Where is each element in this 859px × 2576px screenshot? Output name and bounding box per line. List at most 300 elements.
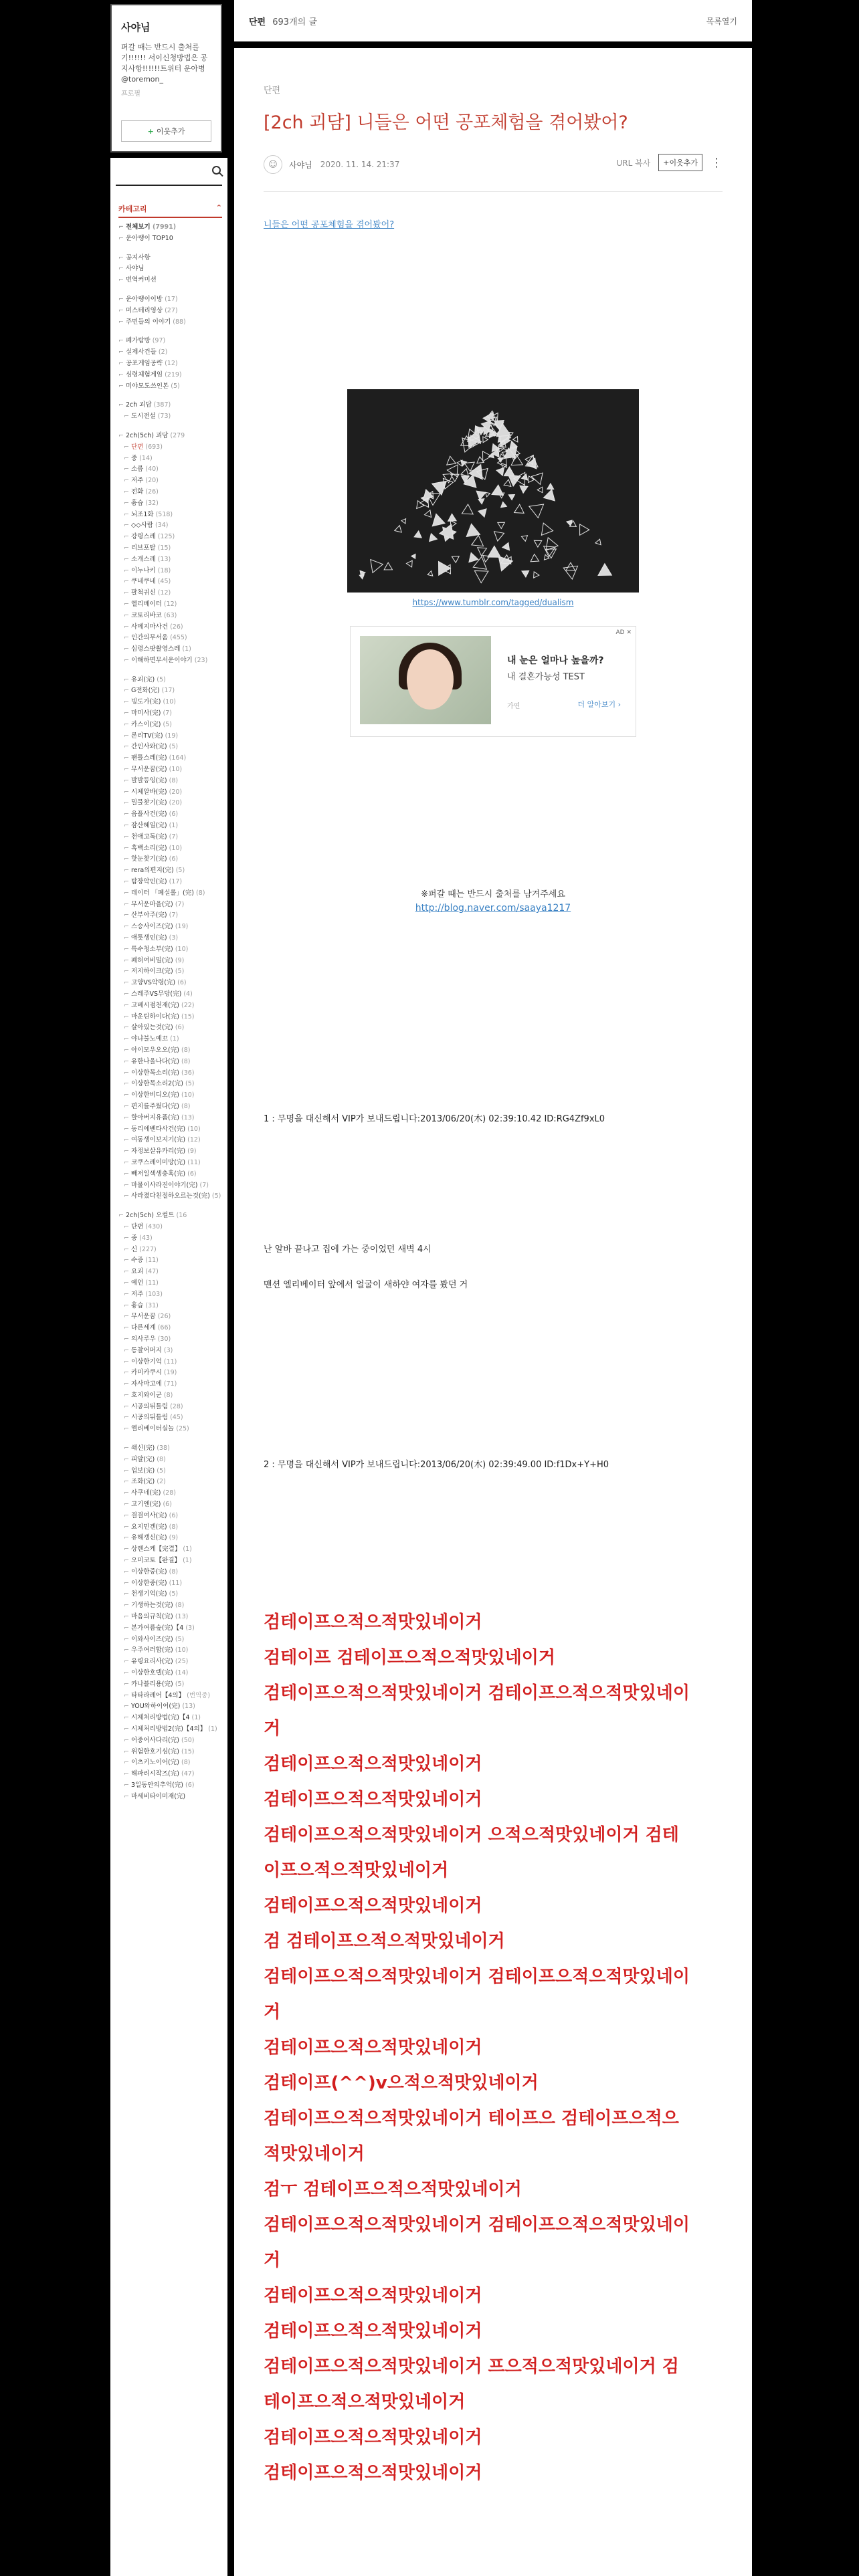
sidebar-category-item[interactable] <box>118 381 223 393</box>
sidebar-category-item[interactable] <box>118 1222 223 1233</box>
sidebar-category-label: 사야님 <box>125 265 145 273</box>
sidebar-category-item[interactable] <box>118 966 223 978</box>
red-text-line: 검테이프으적으적맛있네이거 <box>264 1612 482 1632</box>
tree-branch-icon: ⌐ <box>124 833 129 841</box>
sidebar-category-item[interactable] <box>118 1379 223 1390</box>
sidebar-category-item[interactable] <box>118 588 223 599</box>
add-neighbor-label: 이웃추가 <box>156 127 185 136</box>
sidebar-category-label: 코토리바코 <box>130 611 162 619</box>
sidebar-category-label: 이상한중(完) <box>130 1579 167 1587</box>
sidebar-category-label: 위험한호기심(完) <box>130 1747 179 1755</box>
sidebar-category-label: 심령체험게임 <box>125 370 163 379</box>
sidebar-category-item[interactable] <box>118 1499 223 1511</box>
tree-branch-icon: ⌐ <box>124 1703 129 1711</box>
red-text-line: 검테이프으적으적맛있네이거 테이프으 검테이프으적으 <box>264 2109 679 2129</box>
sidebar-category-item[interactable] <box>118 464 223 475</box>
tree-branch-icon: ⌐ <box>124 1501 129 1509</box>
sidebar-category-count: (63) <box>163 611 177 619</box>
triangle-shape <box>546 538 558 550</box>
post-category[interactable]: 단편 <box>264 86 281 96</box>
triangle-shape <box>406 560 412 567</box>
sidebar-category-count: (1) <box>182 645 191 653</box>
sidebar-category-label: 신 <box>130 1245 138 1253</box>
tree-branch-icon: ⌐ <box>124 1035 129 1043</box>
sidebar-category-label: 이상한목소리2(完) <box>130 1080 183 1088</box>
tree-branch-icon: ⌐ <box>124 1557 129 1565</box>
sidebar-category-label: 팔척귀신 <box>130 589 156 597</box>
sidebar-category-item[interactable] <box>118 854 223 865</box>
avatar[interactable]: ☺ <box>264 155 282 174</box>
triangle-art-image <box>347 389 639 593</box>
tree-branch-icon: ⌐ <box>124 1268 129 1276</box>
sidebar-category-item[interactable] <box>118 1412 223 1424</box>
sidebar-category-item[interactable] <box>118 1511 223 1522</box>
sidebar-category-item[interactable] <box>118 1555 223 1567</box>
sidebar-category-count: (103) <box>145 1290 163 1298</box>
sidebar-category-item[interactable] <box>118 611 223 622</box>
image-caption[interactable]: https://www.tumblr.com/tagged/dualism <box>412 598 574 607</box>
sidebar-category-label: 밀물찾기(完) <box>130 799 167 807</box>
tree-branch-icon: ⌐ <box>124 990 129 998</box>
sidebar-category-item[interactable] <box>118 1701 223 1713</box>
ad-badge[interactable]: AD ✕ <box>615 629 632 636</box>
sidebar-category-item[interactable] <box>118 1488 223 1499</box>
sidebar-category-count: (10) <box>169 844 183 852</box>
sidebar-category-item[interactable] <box>118 1600 223 1612</box>
sidebar-category-item[interactable] <box>118 720 223 731</box>
sidebar-category-item[interactable] <box>118 787 223 798</box>
sidebar-category-item[interactable] <box>118 633 223 644</box>
tree-branch-icon: ⌐ <box>124 1335 129 1343</box>
sidebar-category-item[interactable] <box>118 1713 223 1724</box>
tree-branch-icon: ⌐ <box>124 945 129 953</box>
sidebar-category-item[interactable] <box>118 708 223 720</box>
sidebar-category-item[interactable] <box>118 1191 223 1202</box>
sidebar-category-item[interactable] <box>118 1289 223 1301</box>
sidebar-category-item[interactable] <box>118 1466 223 1477</box>
sidebar-category-item[interactable] <box>118 622 223 633</box>
ad-headline: 내 눈은 얼마나 높을까? <box>507 655 604 666</box>
tree-branch-icon: ⌐ <box>124 1478 129 1486</box>
sidebar-category-item[interactable] <box>118 655 223 667</box>
url-copy-button[interactable]: URL 복사 <box>616 158 651 168</box>
sidebar-category-count: (8) <box>169 1568 179 1576</box>
sidebar-category-item[interactable] <box>118 1233 223 1245</box>
divider <box>264 191 723 192</box>
tree-branch-icon: ⌐ <box>124 855 129 863</box>
sidebar-category-label: 이상한중(完) <box>130 1568 167 1576</box>
sidebar-category-label: 애틋생인(完) <box>130 934 167 942</box>
triangle-shape <box>531 554 539 562</box>
sidebar-category-item[interactable] <box>118 1757 223 1769</box>
tree-branch-icon: ⌐ <box>124 1170 129 1178</box>
sidebar-category-label: rera의편지(完) <box>130 867 174 875</box>
sidebar-category-item[interactable] <box>118 1323 223 1334</box>
sidebar-category-label: 단편 <box>130 1222 144 1230</box>
red-text-line: 검테이프으적으적맛있네이거 <box>264 2321 482 2341</box>
sidebar-category-label: 마미사(完) <box>130 710 161 718</box>
sidebar-category-item[interactable] <box>118 742 223 753</box>
sidebar-category-item[interactable] <box>118 222 223 233</box>
sidebar-category-item[interactable] <box>118 1424 223 1435</box>
sidebar-category-item[interactable] <box>118 865 223 877</box>
sidebar-category-label: 엘리베이터실놀 <box>130 1425 175 1433</box>
sidebar-category-count: (20) <box>169 788 183 796</box>
red-text-line: 검테이프으적으적맛있네이거 검테이프으적으적맛있네이 <box>264 2215 690 2235</box>
sidebar-category-count: (11) <box>163 1358 177 1366</box>
tree-branch-icon: ⌐ <box>118 431 124 439</box>
tree-branch-icon: ⌐ <box>118 306 124 314</box>
sidebar-category-item[interactable] <box>118 1589 223 1600</box>
sidebar-category-item[interactable] <box>118 809 223 821</box>
sidebar-category-label: 뇌조1화 <box>130 510 154 518</box>
sidebar-category-item[interactable] <box>118 566 223 577</box>
sidebar-category-item[interactable] <box>118 1443 223 1455</box>
sidebar-category-count: (71) <box>163 1380 177 1388</box>
sidebar-category-item[interactable] <box>118 697 223 708</box>
sidebar-category-count: (47) <box>181 1770 195 1778</box>
sidebar-category-item[interactable] <box>118 336 223 347</box>
sidebar-category-item[interactable] <box>118 1090 223 1101</box>
sidebar-category-item[interactable] <box>118 358 223 370</box>
ad-banner[interactable] <box>350 626 636 737</box>
sidebar-category-item[interactable] <box>118 1000 223 1012</box>
sidebar-category-count: (17) <box>165 295 178 303</box>
sidebar-category-label: 자사마고에 <box>130 1380 162 1388</box>
sidebar-category-item[interactable] <box>118 487 223 498</box>
sidebar-category-item[interactable] <box>118 1780 223 1792</box>
tree-branch-icon: ⌐ <box>124 766 129 774</box>
sidebar-category-item[interactable] <box>118 543 223 554</box>
red-text-line: 거 <box>264 1719 281 1739</box>
sidebar-category-item[interactable] <box>118 764 223 776</box>
sidebar-category-count: (518) <box>155 510 173 518</box>
sidebar-category-count: (7991) <box>153 223 177 231</box>
sidebar-category-item[interactable] <box>118 1101 223 1113</box>
sidebar-category-item[interactable] <box>118 798 223 809</box>
red-text-line: 검테이프으적으적맛있네이거 으적으적맛있네이거 검테 <box>264 1825 679 1845</box>
sidebar-category-item[interactable] <box>118 498 223 510</box>
sidebar-category-item[interactable] <box>118 1792 223 1803</box>
sidebar-category-item[interactable] <box>118 294 223 306</box>
tree-branch-icon: ⌐ <box>124 645 129 653</box>
sidebar-category-count: (9) <box>169 1534 179 1542</box>
sidebar-category-item[interactable] <box>118 1679 223 1691</box>
sidebar-category-item[interactable] <box>118 1146 223 1158</box>
sidebar-category-item[interactable] <box>118 1169 223 1180</box>
sidebar-category-count: (387) <box>153 401 171 409</box>
sidebar-category-count: (5) <box>163 720 172 728</box>
tree-branch-icon: ⌐ <box>124 1113 129 1121</box>
tree-branch-icon: ⌐ <box>124 1324 129 1332</box>
sidebar-category-item[interactable] <box>118 253 223 264</box>
tree-branch-icon: ⌐ <box>118 223 124 231</box>
triangle-shape <box>430 534 438 542</box>
red-text-line: 검ㅜ 검테이프으적으적맛있네이거 <box>264 2179 522 2199</box>
tree-branch-icon: ⌐ <box>124 923 129 931</box>
sidebar-category-label: 핫눈찾기(完) <box>130 855 167 863</box>
sidebar-category-item[interactable] <box>118 1210 223 1222</box>
triangle-shape <box>563 566 577 579</box>
post-actions <box>616 154 723 171</box>
sidebar-category-count: (6) <box>175 1024 185 1032</box>
sidebar-category-item[interactable] <box>118 910 223 922</box>
sidebar-category-item[interactable] <box>118 956 223 967</box>
sidebar-category-item[interactable] <box>118 989 223 1000</box>
sidebar-category-count: (10) <box>169 766 183 774</box>
sidebar-category-item[interactable] <box>118 1334 223 1346</box>
tree-branch-icon: ⌐ <box>124 1691 129 1699</box>
profile-more-link[interactable]: 프로필 <box>121 90 140 98</box>
tree-branch-icon: ⌐ <box>124 1301 129 1309</box>
sidebar-category-item[interactable] <box>118 1769 223 1780</box>
sidebar-category-item[interactable] <box>118 843 223 855</box>
sidebar-category-item[interactable] <box>118 411 223 423</box>
left-column <box>0 0 229 2576</box>
sidebar-category-item[interactable] <box>118 1623 223 1634</box>
sidebar-category-count: (9) <box>187 1148 197 1156</box>
sidebar-category-item[interactable] <box>118 675 223 686</box>
sidebar-category-count: (6) <box>169 811 179 819</box>
sidebar-category-count: (7) <box>163 710 172 718</box>
sidebar-category-item[interactable] <box>118 922 223 933</box>
sidebar-category-label: 예언 <box>130 1279 144 1287</box>
sidebar-category-count: (8) <box>181 1102 191 1110</box>
sidebar-category-item[interactable] <box>118 1368 223 1379</box>
sidebar-category-item[interactable] <box>118 888 223 899</box>
sidebar-category-item[interactable] <box>118 1124 223 1136</box>
tree-branch-icon: ⌐ <box>124 623 129 631</box>
sidebar-category-item[interactable] <box>118 1045 223 1057</box>
sidebar-category-label: 리브포탈 <box>130 544 156 552</box>
sidebar-category-count: (32) <box>145 499 159 507</box>
current-category[interactable]: 단편 <box>249 17 266 27</box>
ad-more-link[interactable]: 더 알아보기 › <box>577 700 621 709</box>
sidebar-category-item[interactable] <box>118 1023 223 1034</box>
plus-icon: + <box>147 126 154 136</box>
sidebar-category-item[interactable] <box>118 1311 223 1323</box>
sidebar-category-item[interactable] <box>118 532 223 543</box>
triangle-shape <box>427 571 433 576</box>
tree-branch-icon: ⌐ <box>118 382 124 390</box>
sidebar-category-item[interactable] <box>118 1180 223 1192</box>
sidebar-category-item[interactable] <box>118 306 223 317</box>
sidebar-category-count: (23) <box>194 656 208 664</box>
sidebar-category-item[interactable] <box>118 1034 223 1045</box>
tree-branch-icon: ⌐ <box>124 1624 129 1632</box>
triangle-shape <box>466 524 480 536</box>
sidebar-category-item[interactable] <box>118 933 223 944</box>
sidebar-category-label: 여동생이보지기(完) <box>130 1136 186 1144</box>
sidebar-category-label: 상렌스케【完결】 <box>130 1545 181 1553</box>
category-header[interactable] <box>118 203 222 218</box>
sidebar-category-item[interactable] <box>118 1544 223 1555</box>
sidebar-category-count: (3) <box>163 1346 173 1354</box>
sidebar-category-item[interactable] <box>118 877 223 888</box>
triangle-shape <box>478 499 484 504</box>
sidebar-category-item[interactable] <box>118 370 223 381</box>
sidebar-category-item[interactable] <box>118 1691 223 1702</box>
sidebar-category-item[interactable] <box>118 821 223 832</box>
sidebar-category-label: 흉습 <box>130 499 144 507</box>
sidebar-category-item[interactable] <box>118 944 223 956</box>
sidebar-category-item[interactable] <box>118 233 223 245</box>
sidebar-category-item[interactable] <box>118 1135 223 1146</box>
triangle-shape <box>580 524 589 535</box>
sidebar-category-label: 중 <box>130 1234 138 1242</box>
sidebar-category-item[interactable] <box>118 1390 223 1402</box>
tree-branch-icon: ⌐ <box>124 968 129 976</box>
sidebar-category-count: (13) <box>175 1613 189 1621</box>
post-list-bar <box>234 0 752 41</box>
sidebar-category-item[interactable] <box>118 1668 223 1679</box>
sidebar-category-item[interactable] <box>118 1477 223 1488</box>
sidebar-category-item[interactable] <box>118 453 223 465</box>
sidebar-category-item[interactable] <box>118 753 223 764</box>
sidebar-category-item[interactable] <box>118 1255 223 1267</box>
follow-button[interactable]: +이웃추가 <box>658 154 702 171</box>
sidebar-category-label: 유한나올나다(完) <box>130 1057 179 1065</box>
sidebar-category-item[interactable] <box>118 554 223 566</box>
sidebar-category-item[interactable] <box>118 1301 223 1312</box>
post <box>234 48 752 2576</box>
list-open-button[interactable]: 목록열기 <box>706 16 737 26</box>
tree-branch-icon: ⌐ <box>124 1234 129 1242</box>
sidebar-category-label: 호지와이군 <box>130 1391 162 1399</box>
sidebar-category-item[interactable] <box>118 644 223 655</box>
sidebar-category-label: 2ch(5ch) 오컬트 <box>125 1212 175 1220</box>
sidebar-category-item[interactable] <box>118 1578 223 1590</box>
add-neighbor-button[interactable] <box>121 120 211 142</box>
sidebar-category-item[interactable] <box>118 442 223 453</box>
sidebar-category-item[interactable] <box>118 1645 223 1656</box>
sidebar-category-item[interactable] <box>118 1113 223 1124</box>
sidebar-category-label: 데이터 「폐실롤」(完) <box>130 889 194 897</box>
sidebar-category-item[interactable] <box>118 599 223 611</box>
sidebar-category-item[interactable] <box>118 1455 223 1466</box>
sidebar-category-item[interactable] <box>118 1724 223 1735</box>
triangle-shape <box>504 479 511 486</box>
sidebar-category-label: 번역커미션 <box>125 276 157 284</box>
sidebar-category-item[interactable] <box>118 347 223 358</box>
sidebar-category-item[interactable] <box>118 832 223 843</box>
sidebar-category-item[interactable] <box>118 776 223 787</box>
search-icon[interactable] <box>212 166 221 175</box>
sidebar-category-label: 3일동안의추억(完) <box>130 1781 183 1789</box>
tree-branch-icon: ⌐ <box>124 1012 129 1021</box>
triangle-shape <box>520 486 528 493</box>
tree-branch-icon: ⌐ <box>124 1046 129 1054</box>
sidebar-category-item[interactable] <box>118 317 223 328</box>
sidebar-category-item[interactable] <box>118 1346 223 1357</box>
search-bar[interactable] <box>116 158 222 186</box>
sidebar-category-item[interactable] <box>118 1533 223 1544</box>
sidebar-category-item[interactable] <box>118 1634 223 1646</box>
tree-branch-icon: ⌐ <box>124 934 129 942</box>
reference-link[interactable]: 니들은 어떤 공포체험을 겪어봤어? <box>264 220 395 230</box>
sidebar-category-count: (번역중) <box>187 1691 211 1699</box>
author-name[interactable]: 사야님 <box>289 160 312 170</box>
sidebar-category-label: 실제사건들 <box>125 348 157 356</box>
triangle-shape <box>461 469 468 476</box>
sidebar-category-count: (8) <box>169 776 179 784</box>
sidebar-category-item[interactable] <box>118 510 223 521</box>
tree-branch-icon: ⌐ <box>124 1192 129 1200</box>
sidebar-category-item[interactable] <box>118 1735 223 1747</box>
tree-branch-icon: ⌐ <box>124 1001 129 1009</box>
triangle-shape <box>547 484 554 490</box>
sidebar-category-count: (26) <box>157 1313 171 1321</box>
sidebar-category-item[interactable] <box>118 1278 223 1289</box>
sidebar-category-item[interactable] <box>118 1747 223 1758</box>
sidebar-category-count: (26) <box>145 488 159 496</box>
sidebar-category-item[interactable] <box>118 275 223 286</box>
sidebar-category-label: 무서운꿈(完) <box>130 766 167 774</box>
sidebar-category-label: 고기엔(完) <box>130 1501 161 1509</box>
sidebar-category-item[interactable] <box>118 1012 223 1023</box>
sidebar-category-item[interactable] <box>118 1567 223 1578</box>
sidebar-category-item[interactable] <box>118 1057 223 1068</box>
sidebar-category-item[interactable] <box>118 685 223 697</box>
sidebar-category-item[interactable] <box>118 1656 223 1668</box>
sidebar-category-item[interactable] <box>118 1158 223 1169</box>
sidebar-category-item[interactable] <box>118 1267 223 1278</box>
sidebar-category-item[interactable] <box>118 431 223 442</box>
sidebar-category-item[interactable] <box>118 1402 223 1413</box>
sidebar-category-item[interactable] <box>118 1522 223 1533</box>
sidebar-category-item[interactable] <box>118 731 223 742</box>
sidebar-category-item[interactable] <box>118 263 223 275</box>
sidebar-category-label: G전화(完) <box>130 687 160 695</box>
tree-branch-icon: ⌐ <box>124 1136 129 1144</box>
tree-branch-icon: ⌐ <box>124 1523 129 1531</box>
tree-branch-icon: ⌐ <box>124 979 129 987</box>
sidebar-category-label: 흑백소리(完) <box>130 844 167 852</box>
tree-branch-icon: ⌐ <box>124 687 129 695</box>
sidebar-category-count: (45) <box>157 578 171 586</box>
source-url[interactable]: http://blog.naver.com/saaya1217 <box>415 903 571 914</box>
tree-branch-icon: ⌐ <box>124 811 129 819</box>
sidebar-category-item[interactable] <box>118 1245 223 1256</box>
sidebar-category-label: 어중어사다리(完) <box>130 1736 179 1744</box>
tree-branch-icon: ⌐ <box>124 1257 129 1265</box>
sidebar-category-item[interactable] <box>118 1612 223 1623</box>
chevron-up-icon[interactable]: ⌃ <box>215 203 222 212</box>
more-menu-icon[interactable]: ⋮ <box>710 155 723 170</box>
sidebar-category-count: (8) <box>169 1523 179 1531</box>
sidebar-category-item[interactable] <box>118 520 223 532</box>
tree-branch-icon: ⌐ <box>118 370 124 379</box>
sidebar-category-label: 미야모도쓰인본 <box>125 382 169 390</box>
sidebar-category-count: (17) <box>161 687 175 695</box>
sidebar-category-item[interactable] <box>118 899 223 911</box>
sidebar-category-item[interactable] <box>118 475 223 487</box>
sidebar-category-count: (6) <box>169 855 179 863</box>
sidebar-category-item[interactable] <box>118 576 223 588</box>
sidebar-category-item[interactable] <box>118 400 223 411</box>
sidebar-category-item[interactable] <box>118 978 223 989</box>
sidebar-category-count: (693) <box>145 443 163 451</box>
triangle-shape <box>469 553 478 562</box>
tree-branch-icon: ⌐ <box>124 465 129 473</box>
sidebar-category-item[interactable] <box>118 1357 223 1368</box>
sidebar-category-label: 이해하면무서운이야기 <box>130 656 193 664</box>
red-text-line: 검테이프으적으적맛있네이거 <box>264 2038 482 2058</box>
tree-branch-icon: ⌐ <box>124 799 129 807</box>
red-text-line: 테이프으적으적맛있네이거 <box>264 2392 466 2412</box>
sidebar-category-item[interactable] <box>118 1079 223 1090</box>
sidebar-category-item[interactable] <box>118 1068 223 1079</box>
